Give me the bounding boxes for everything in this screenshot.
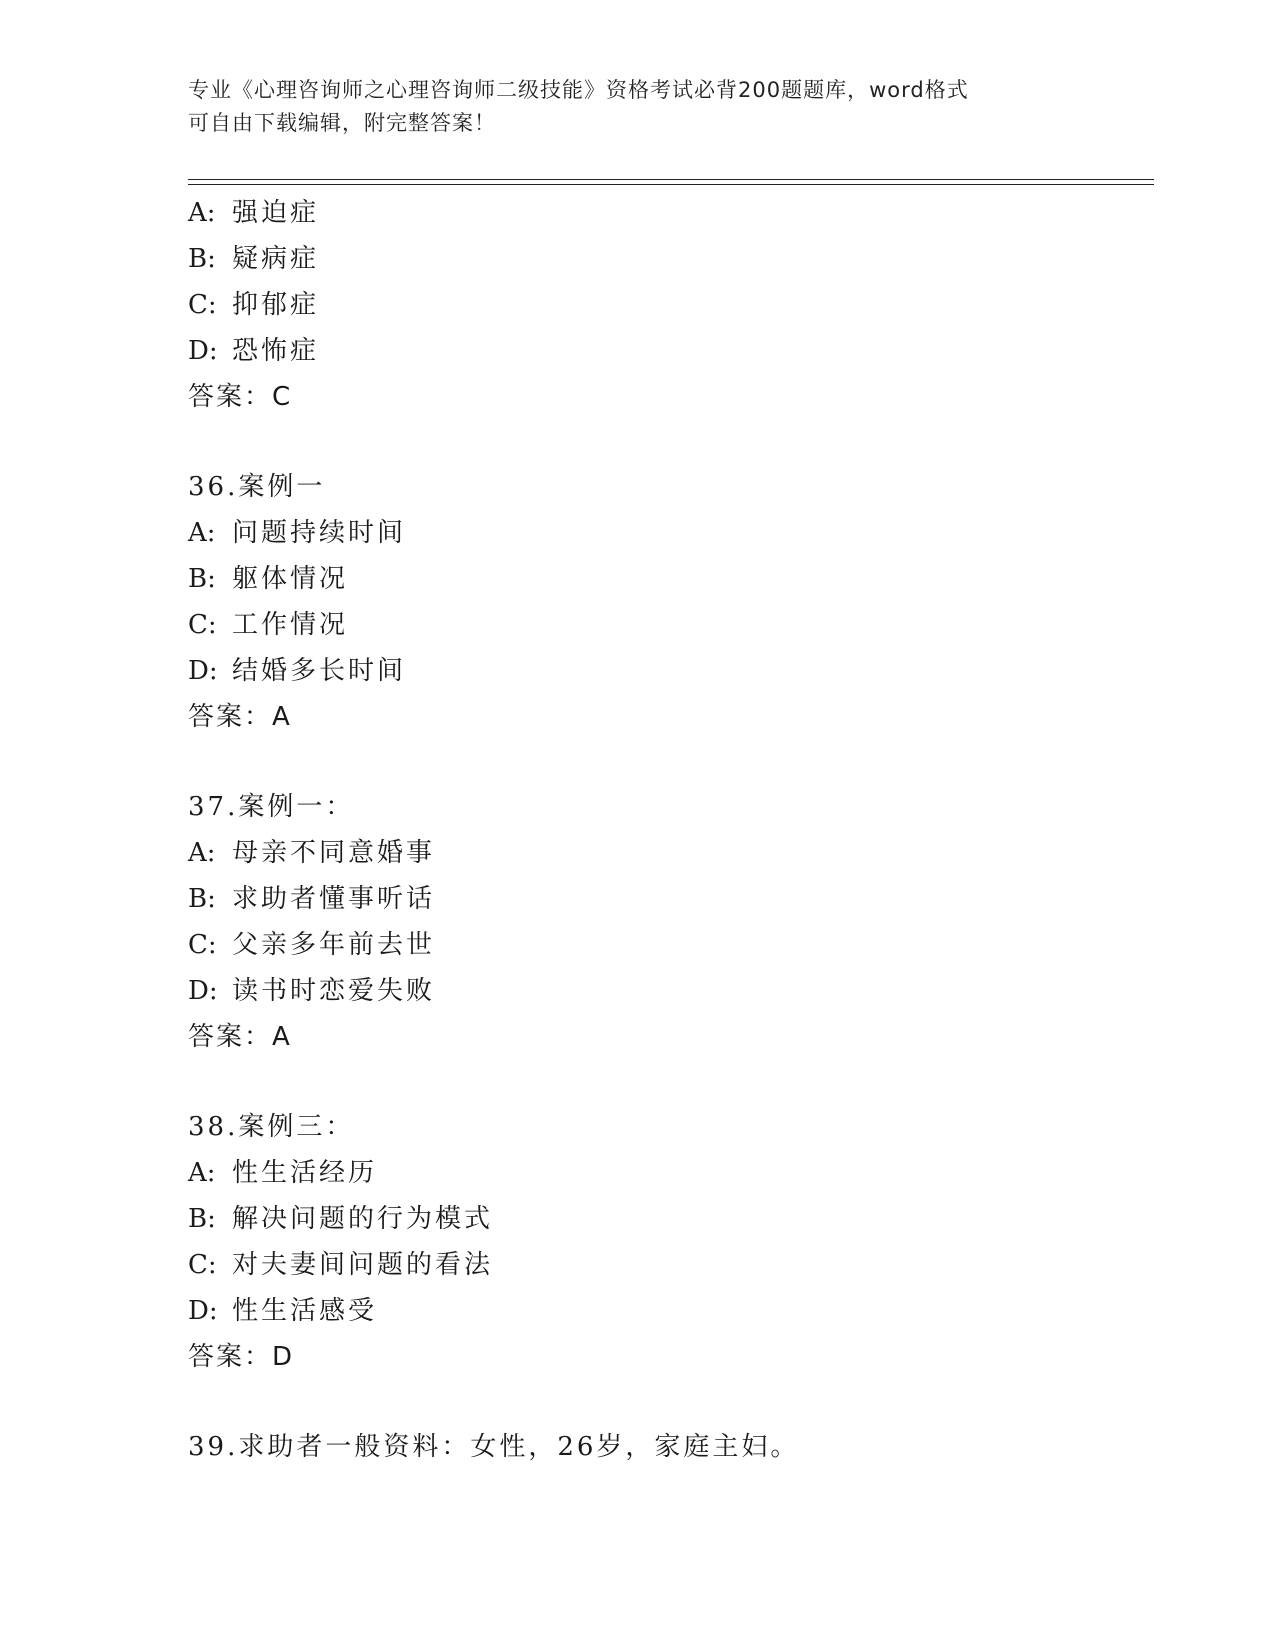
- question-block: [188, 784, 1148, 1060]
- question-stem: 36.案例一: [188, 472, 326, 502]
- option-letter: A:: [188, 1158, 216, 1188]
- option-letter: D:: [188, 1296, 218, 1326]
- option-a: [188, 190, 1148, 236]
- header-title-line-2: 可自由下载编辑，附完整答案！: [188, 111, 496, 135]
- option-letter: C:: [188, 930, 217, 960]
- option-a: [188, 510, 1148, 556]
- question-stem: 39.求助者一般资料：女性，26岁，家庭主妇。: [188, 1432, 800, 1462]
- option-letter: A:: [188, 838, 216, 868]
- option-text: 抑郁症: [232, 290, 320, 320]
- option-d: [188, 968, 1148, 1014]
- question-list: [188, 190, 1148, 1470]
- option-d: [188, 1288, 1148, 1334]
- option-a: [188, 1150, 1148, 1196]
- option-text: 问题持续时间: [232, 518, 407, 548]
- option-b: [188, 876, 1148, 922]
- option-letter: D:: [188, 976, 218, 1006]
- option-d: [188, 648, 1148, 694]
- option-b: [188, 236, 1148, 282]
- option-text: 恐怖症: [232, 336, 320, 366]
- option-c: [188, 282, 1148, 328]
- option-letter: A:: [188, 518, 216, 548]
- option-c: [188, 1242, 1148, 1288]
- header-divider-top: [188, 179, 1154, 180]
- option-text: 工作情况: [232, 610, 349, 640]
- answer-line: 答案：A: [188, 1022, 292, 1052]
- option-text: 母亲不同意婚事: [232, 838, 436, 868]
- option-letter: D:: [188, 336, 218, 366]
- option-letter: D:: [188, 656, 218, 686]
- option-c: [188, 602, 1148, 648]
- answer-line: 答案：D: [188, 1342, 295, 1372]
- option-text: 性生活感受: [232, 1296, 378, 1326]
- option-b: [188, 1196, 1148, 1242]
- option-letter: C:: [188, 1250, 217, 1280]
- option-text: 强迫症: [232, 198, 320, 228]
- option-text: 解决问题的行为模式: [232, 1204, 494, 1234]
- option-text: 对夫妻间问题的看法: [232, 1250, 494, 1280]
- option-letter: C:: [188, 290, 217, 320]
- option-letter: B:: [188, 244, 216, 274]
- question-block: [188, 464, 1148, 740]
- question-block: [188, 190, 1148, 420]
- option-text: 疑病症: [232, 244, 320, 274]
- header-title-line-1: 专业《心理咨询师之心理咨询师二级技能》资格考试必背200题题库，word格式: [188, 78, 969, 102]
- option-text: 求助者懂事听话: [232, 884, 436, 914]
- answer-line: 答案：C: [188, 382, 293, 412]
- option-text: 父亲多年前去世: [232, 930, 436, 960]
- document-header: [188, 74, 1068, 140]
- option-text: 躯体情况: [232, 564, 349, 594]
- option-letter: B:: [188, 1204, 216, 1234]
- option-d: [188, 328, 1148, 374]
- answer-line: 答案：A: [188, 702, 292, 732]
- option-text: 结婚多长时间: [232, 656, 407, 686]
- option-text: 性生活经历: [232, 1158, 378, 1188]
- option-letter: B:: [188, 884, 216, 914]
- option-letter: A:: [188, 198, 216, 228]
- question-stem: 37.案例一：: [188, 792, 355, 822]
- question-stem: 38.案例三：: [188, 1112, 355, 1142]
- option-b: [188, 556, 1148, 602]
- option-a: [188, 830, 1148, 876]
- option-letter: C:: [188, 610, 217, 640]
- question-block: [188, 1104, 1148, 1380]
- header-divider-bottom: [188, 184, 1154, 185]
- option-c: [188, 922, 1148, 968]
- option-letter: B:: [188, 564, 216, 594]
- option-text: 读书时恋爱失败: [232, 976, 436, 1006]
